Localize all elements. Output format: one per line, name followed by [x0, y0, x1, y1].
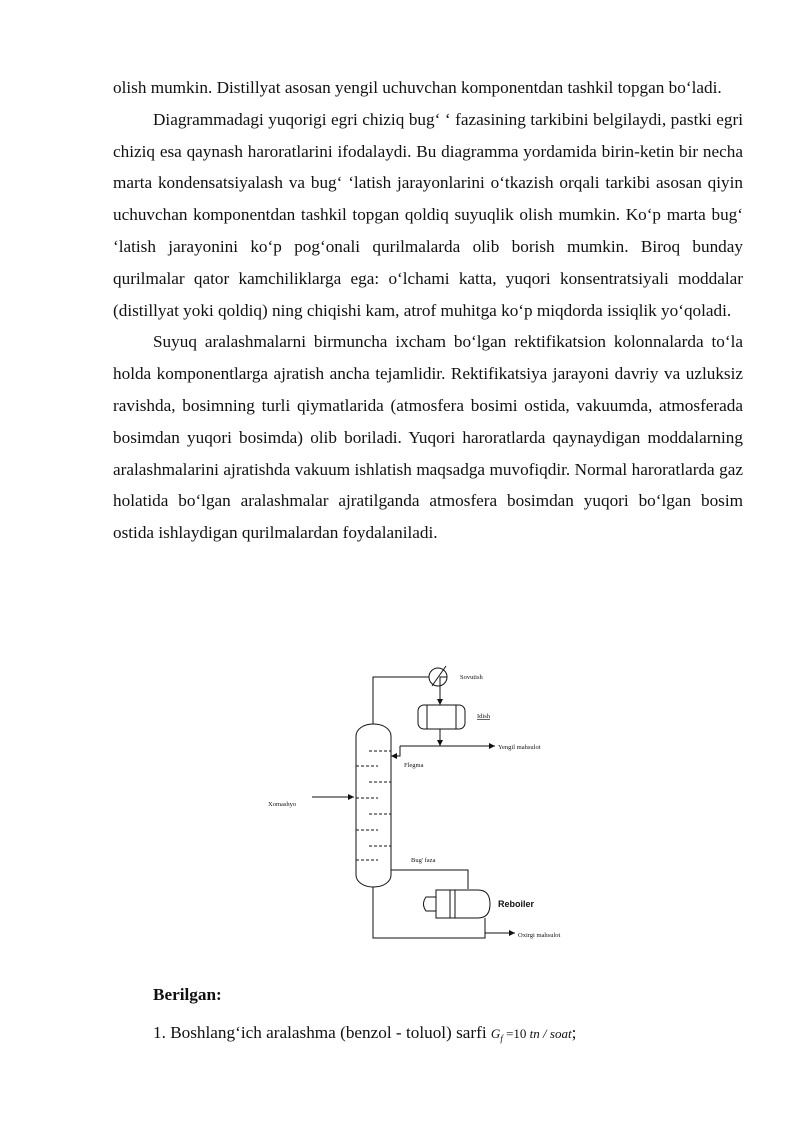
flow-rate-formula: $G_f =10$ tn / soat — [490, 1026, 572, 1044]
label-bug-faza: Bug' faza — [411, 857, 436, 864]
given-item-1-text: 1. Boshlang‘ich aralashma (benzol - toluol) sarfi — [153, 1023, 487, 1042]
label-sovutish: Sovutish — [460, 674, 483, 681]
reboiler — [436, 890, 490, 918]
paragraph-1: olish mumkin. Distillyat asosan yengil uchuvchan komponentdan tashkil topgan bo‘ladi. — [113, 78, 722, 97]
rectification-column — [356, 724, 391, 887]
label-idish: Idish — [477, 713, 490, 720]
vapor-return-line — [391, 870, 468, 889]
body-text — [113, 72, 743, 549]
reflux-drum — [418, 705, 465, 729]
label-xomashyo: Xomashyo — [268, 801, 297, 808]
label-yengil-mahsulot: Yengil mahsulot — [498, 744, 541, 751]
label-ogir-mahsulot: Oxirgi mahsulot — [518, 932, 561, 939]
given-item-1: 1. Boshlang‘ich aralashma (benzol - toluol) sarfi $G_f =10$ tn / soat; — [153, 1023, 577, 1044]
rectification-column-diagram — [250, 660, 590, 945]
given-heading: Berilgan: — [153, 985, 222, 1004]
paragraph-2: Diagrammadagi yuqorigi egri chiziq bug‘ ‘ fazasining tarkibini belgilaydi, pastki egri chiziq esa qaynash haroratlarini ifodalaydi. Bu diagramma yordamida birin-ketin bir necha marta kondensatsiyalash va bug‘ ‘latish jarayonlarini o‘tkazish orqali tarkibi asosan qiyin uchuvchan komponentdan tashkil topgan qoldiq suyuqlik olish mumkin. Ko‘p marta bug‘ ‘latish jarayonini ko‘p pog‘onali qurilmalarda olib borish mumkin. Biroq bunday qurilmalar qator kamchiliklarga ega: o‘lchami katta, yuqori konsentratsiyali moddalar (distillyat yoki qoldiq) ning chiqishi kam, atrof muhitga ko‘p miqdorda issiqlik yo‘qoladi. — [113, 109, 743, 320]
label-flegma: Flegma — [404, 762, 424, 769]
label-reboiler: Reboiler — [498, 899, 535, 909]
paragraph-3: Suyuq aralashmalarni birmuncha ixcham bo‘lgan rektifikatsion kolonnalarda to‘la holda komponentlarga ajratish ancha tejamlidir. Rektifikatsiya jarayoni davriy va uzluksiz ravishda, bosimning turli qiymatlarida (atmosfera bosimi ostida, vakuumda, atmosferada bosimdan yuqori bosimda) olib boriladi. Yuqori haroratlarda qaynaydigan moddalarning aralashmalarini ajratishda vakuum ishlatish maqsadga muvofiqdir. Normal haroratlarda gaz holatida bo‘lgan aralashmalar ajratilganda atmosfera bosimdan yuqori bo‘lgan bosim ostida ishlaydigan qurilmalardan foydalaniladi. — [113, 332, 743, 543]
